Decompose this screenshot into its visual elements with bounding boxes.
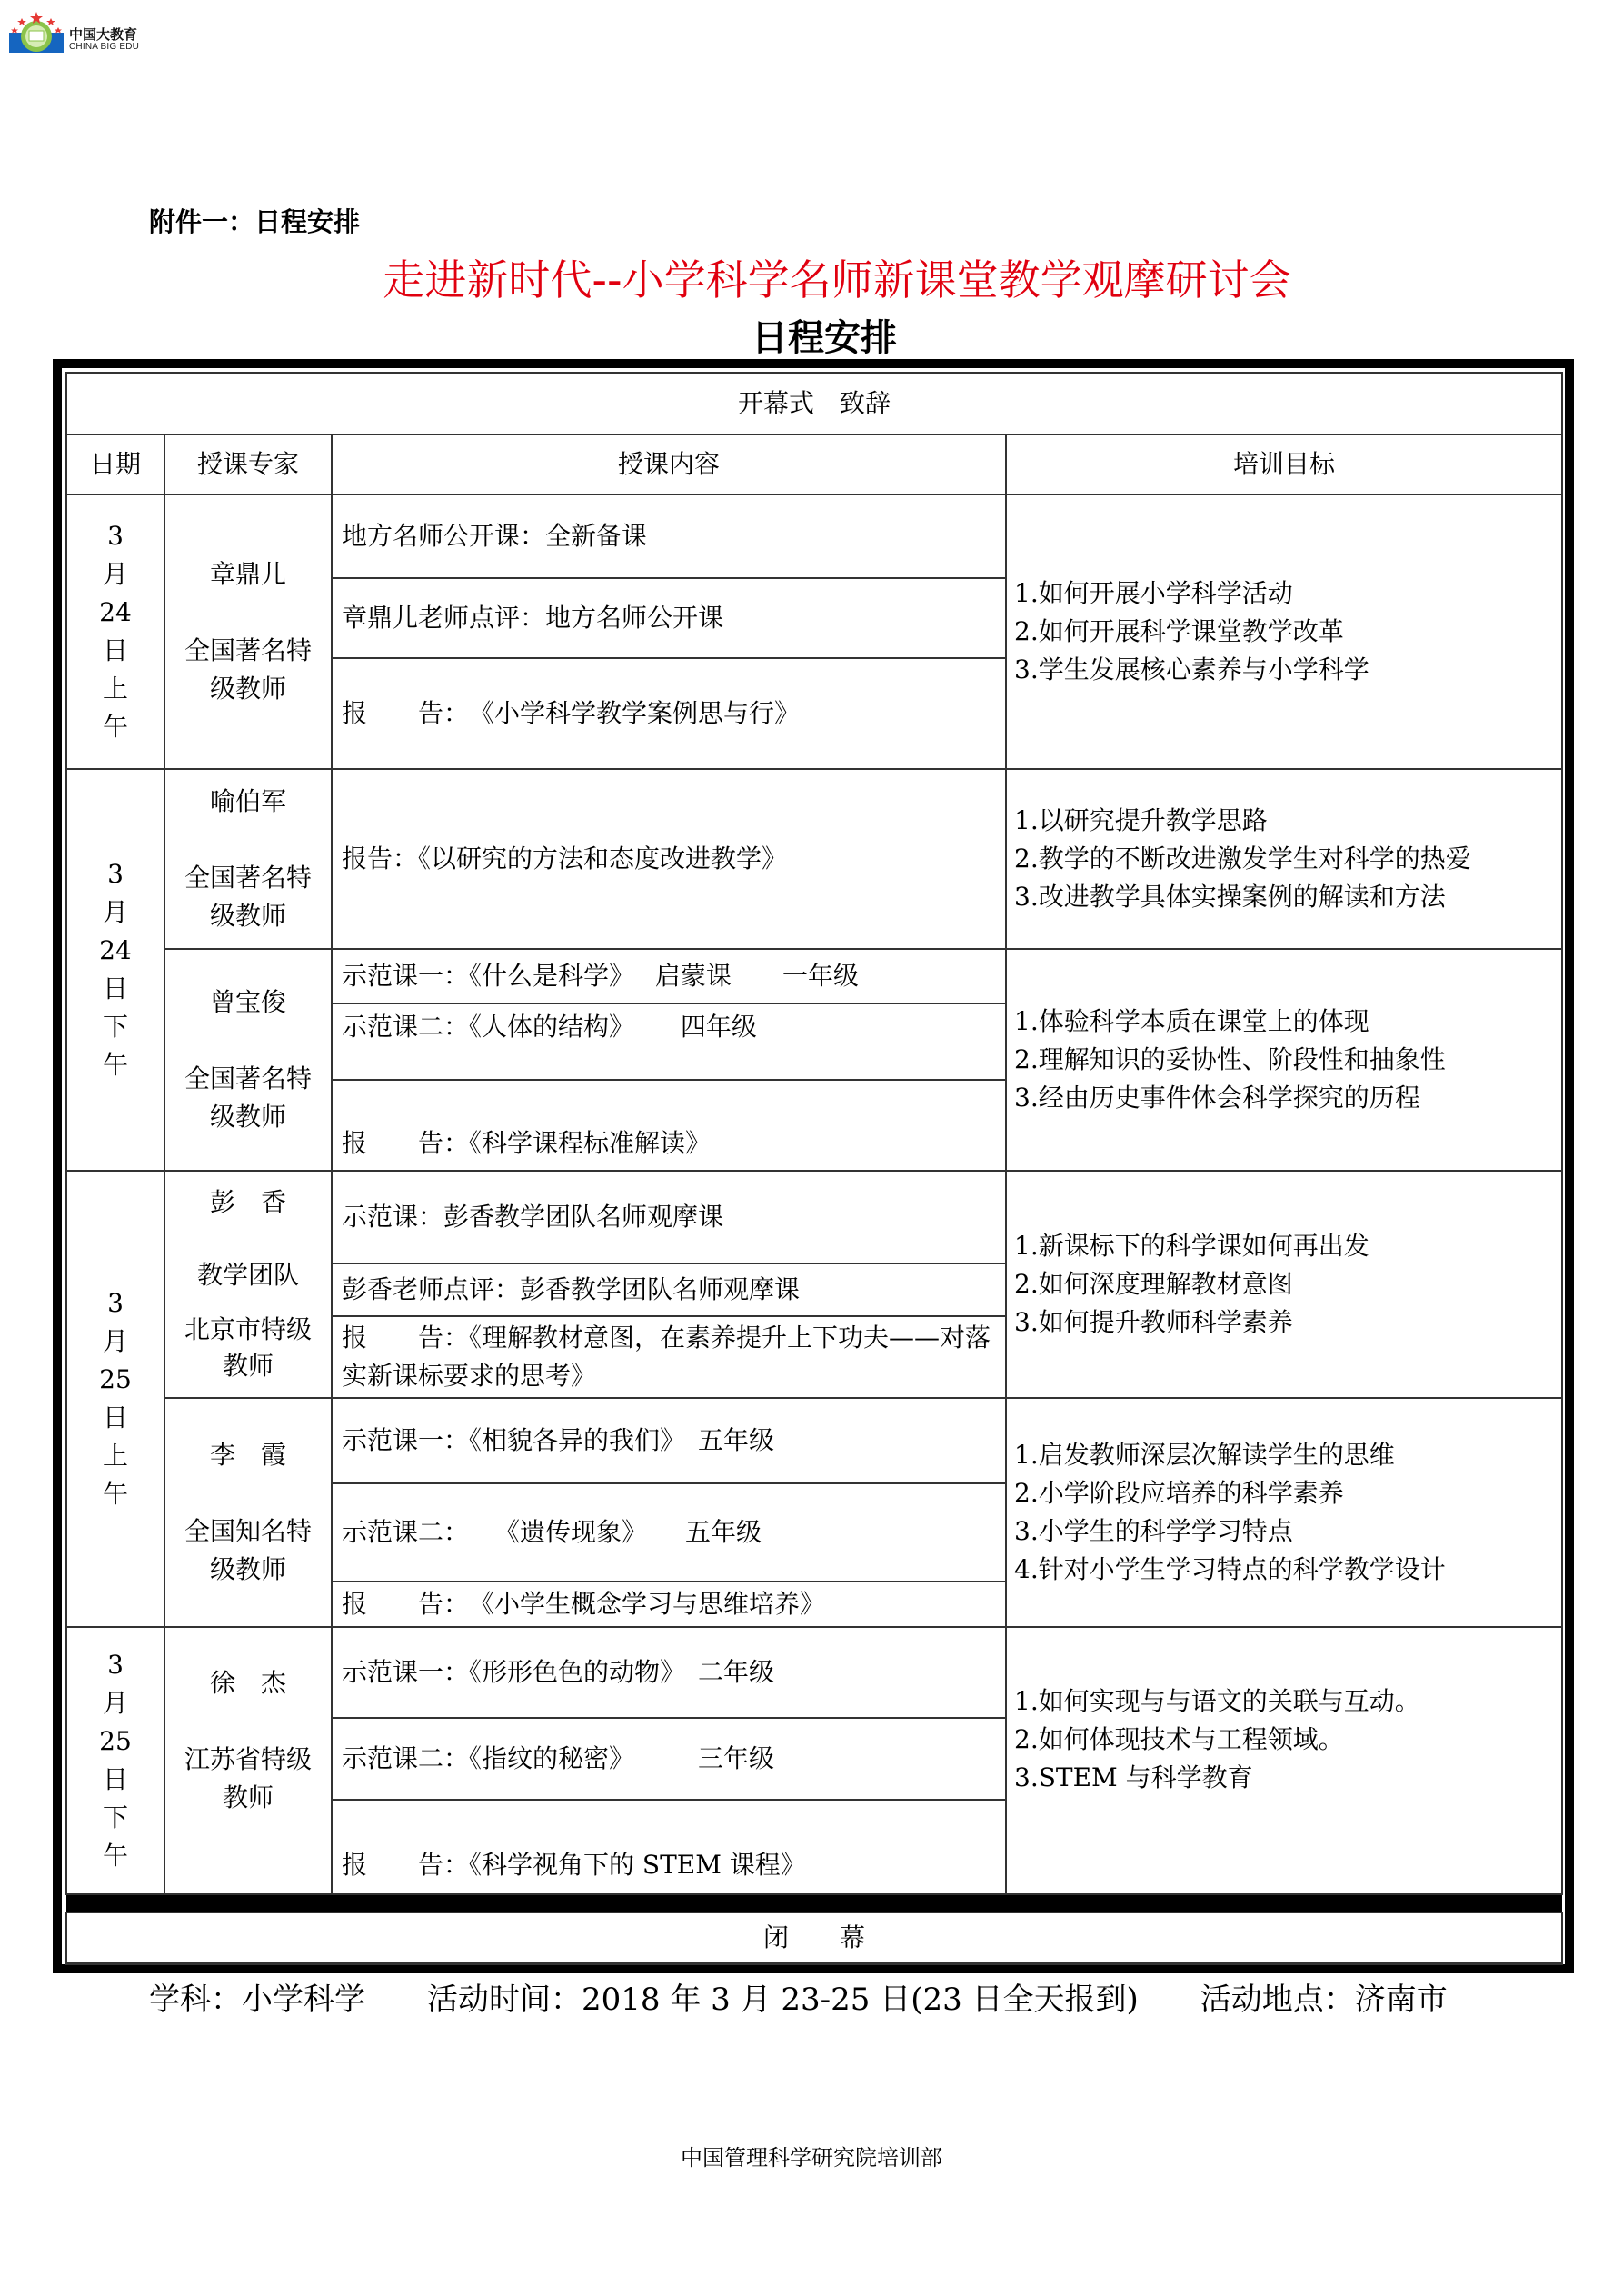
date-cell: 3 月 24 日 下 午 [66, 769, 164, 1171]
table-row [66, 769, 1562, 949]
attachment-label: 附件一：日程安排 [149, 206, 361, 237]
schedule-table [65, 372, 1563, 1965]
page-subtitle: 日程安排 [752, 317, 897, 359]
expert-cell [164, 1627, 332, 1894]
table-row [66, 1627, 1562, 1718]
table-divider [66, 1894, 1562, 1912]
content-cell: 章鼎儿老师点评：地方名师公开课 [332, 578, 1006, 658]
logo [7, 9, 171, 55]
header-row [66, 434, 1562, 494]
content-cell: 报 告：《科学视角下的 STEM 课程》 [332, 1800, 1006, 1894]
logo-emblem-icon [7, 9, 65, 55]
content-cell: 报 告：《科学课程标准解读》 [332, 1080, 1006, 1171]
table-row [66, 1171, 1562, 1263]
header-date: 日期 [66, 434, 164, 494]
expert-name: 章鼎儿 [209, 559, 286, 589]
content-cell: 示范课：彭香教学团队名师观摩课 [332, 1171, 1006, 1263]
content-cell: 报 告： 《小学生概念学习与思维培养》 [332, 1582, 1006, 1627]
expert-name: 彭 香 [209, 1187, 286, 1217]
expert-title: 全国著名特级教师 [184, 863, 312, 931]
content-cell: 示范课二：《指纹的秘密》 三年级 [332, 1718, 1006, 1800]
date-cell: 3 月 25 日 下 午 [66, 1627, 164, 1894]
opening-cell: 开幕式 致辞 [66, 373, 1562, 434]
expert-title: 北京市特级教师 [184, 1314, 312, 1381]
expert-title: 全国著名特级教师 [184, 1063, 312, 1132]
content-cell: 报 告： 《小学科学教学案例思与行》 [332, 658, 1006, 769]
goal-cell: 1.启发教师深层次解读学生的思维 2.小学阶段应培养的科学素养 3.小学生的科学学习特点 4.针对小学生学习特点的科学教学设计 [1006, 1398, 1562, 1627]
header-expert: 授课专家 [164, 434, 332, 494]
content-cell: 示范课一：《形形色色的动物》 二年级 [332, 1627, 1006, 1718]
logo-cn-text: 中国大教育 [69, 26, 138, 43]
expert-name: 李 霞 [209, 1440, 286, 1470]
event-info: 学科：小学科学 活动时间：2018 年 3 月 23-25 日(23 日全天报到) 活动地点：济南市 [149, 1982, 1448, 2018]
closing-cell: 闭 幕 [66, 1912, 1562, 1964]
expert-cell [164, 1398, 332, 1627]
expert-title: 江苏省特级教师 [184, 1744, 312, 1812]
content-cell: 示范课二：《人体的结构》 四年级 [332, 1003, 1006, 1080]
date-cell: 3 月 24 日 上 午 [66, 494, 164, 769]
content-cell: 报告：《以研究的方法和态度改进教学》 [332, 769, 1006, 949]
closing-row [66, 1912, 1562, 1964]
expert-cell [164, 494, 332, 769]
logo-en-text: CHINA BIG EDU [69, 42, 140, 52]
table-row [66, 494, 1562, 578]
expert-name: 曾宝俊 [209, 987, 286, 1017]
header-goal: 培训目标 [1006, 434, 1562, 494]
expert-team: 教学团队 [196, 1260, 299, 1290]
content-cell: 地方名师公开课：全新备课 [332, 494, 1006, 578]
content-cell: 报 告：《理解教材意图，在素养提升上下功夫——对落实新课标要求的思考》 [332, 1316, 1006, 1398]
goal-cell: 1.体验科学本质在课堂上的体现 2.理解知识的妥协性、阶段性和抽象性 3.经由历史事件体会科学探究的历程 [1006, 949, 1562, 1171]
expert-name: 喻伯军 [209, 786, 286, 816]
table-row [66, 1398, 1562, 1483]
content-cell: 示范课一：《什么是科学》 启蒙课 一年级 [332, 949, 1006, 1003]
expert-cell [164, 769, 332, 949]
page-title: 走进新时代--小学科学名师新课堂教学观摩研讨会 [383, 255, 1291, 304]
expert-name: 徐 杰 [209, 1668, 286, 1698]
expert-title: 全国著名特级教师 [184, 635, 312, 704]
footer-organizer: 中国管理科学研究院培训部 [681, 2145, 942, 2171]
goal-cell: 1.如何开展小学科学活动 2.如何开展科学课堂教学改革 3.学生发展核心素养与小学科学 [1006, 494, 1562, 769]
goal-cell: 1.以研究提升教学思路 2.教学的不断改进激发学生对科学的热爱 3.改进教学具体实操案例的解读和方法 [1006, 769, 1562, 949]
goal-cell: 1.如何实现与与语文的关联与互动。 2.如何体现技术与工程领域。 3.STEM 与科学教育 [1006, 1627, 1562, 1894]
content-cell: 示范课一：《相貌各异的我们》 五年级 [332, 1398, 1006, 1483]
header-content: 授课内容 [332, 434, 1006, 494]
goal-cell: 1.新课标下的科学课如何再出发 2.如何深度理解教材意图 3.如何提升教师科学素养 [1006, 1171, 1562, 1398]
schedule-frame [53, 359, 1574, 1973]
content-cell: 彭香老师点评：彭香教学团队名师观摩课 [332, 1263, 1006, 1316]
expert-title: 全国知名特级教师 [184, 1516, 312, 1584]
opening-row [66, 373, 1562, 434]
expert-cell [164, 1171, 332, 1398]
table-row [66, 949, 1562, 1003]
expert-cell [164, 949, 332, 1171]
date-cell: 3 月 25 日 上 午 [66, 1171, 164, 1627]
content-cell: 示范课二： 《遗传现象》 五年级 [332, 1483, 1006, 1582]
